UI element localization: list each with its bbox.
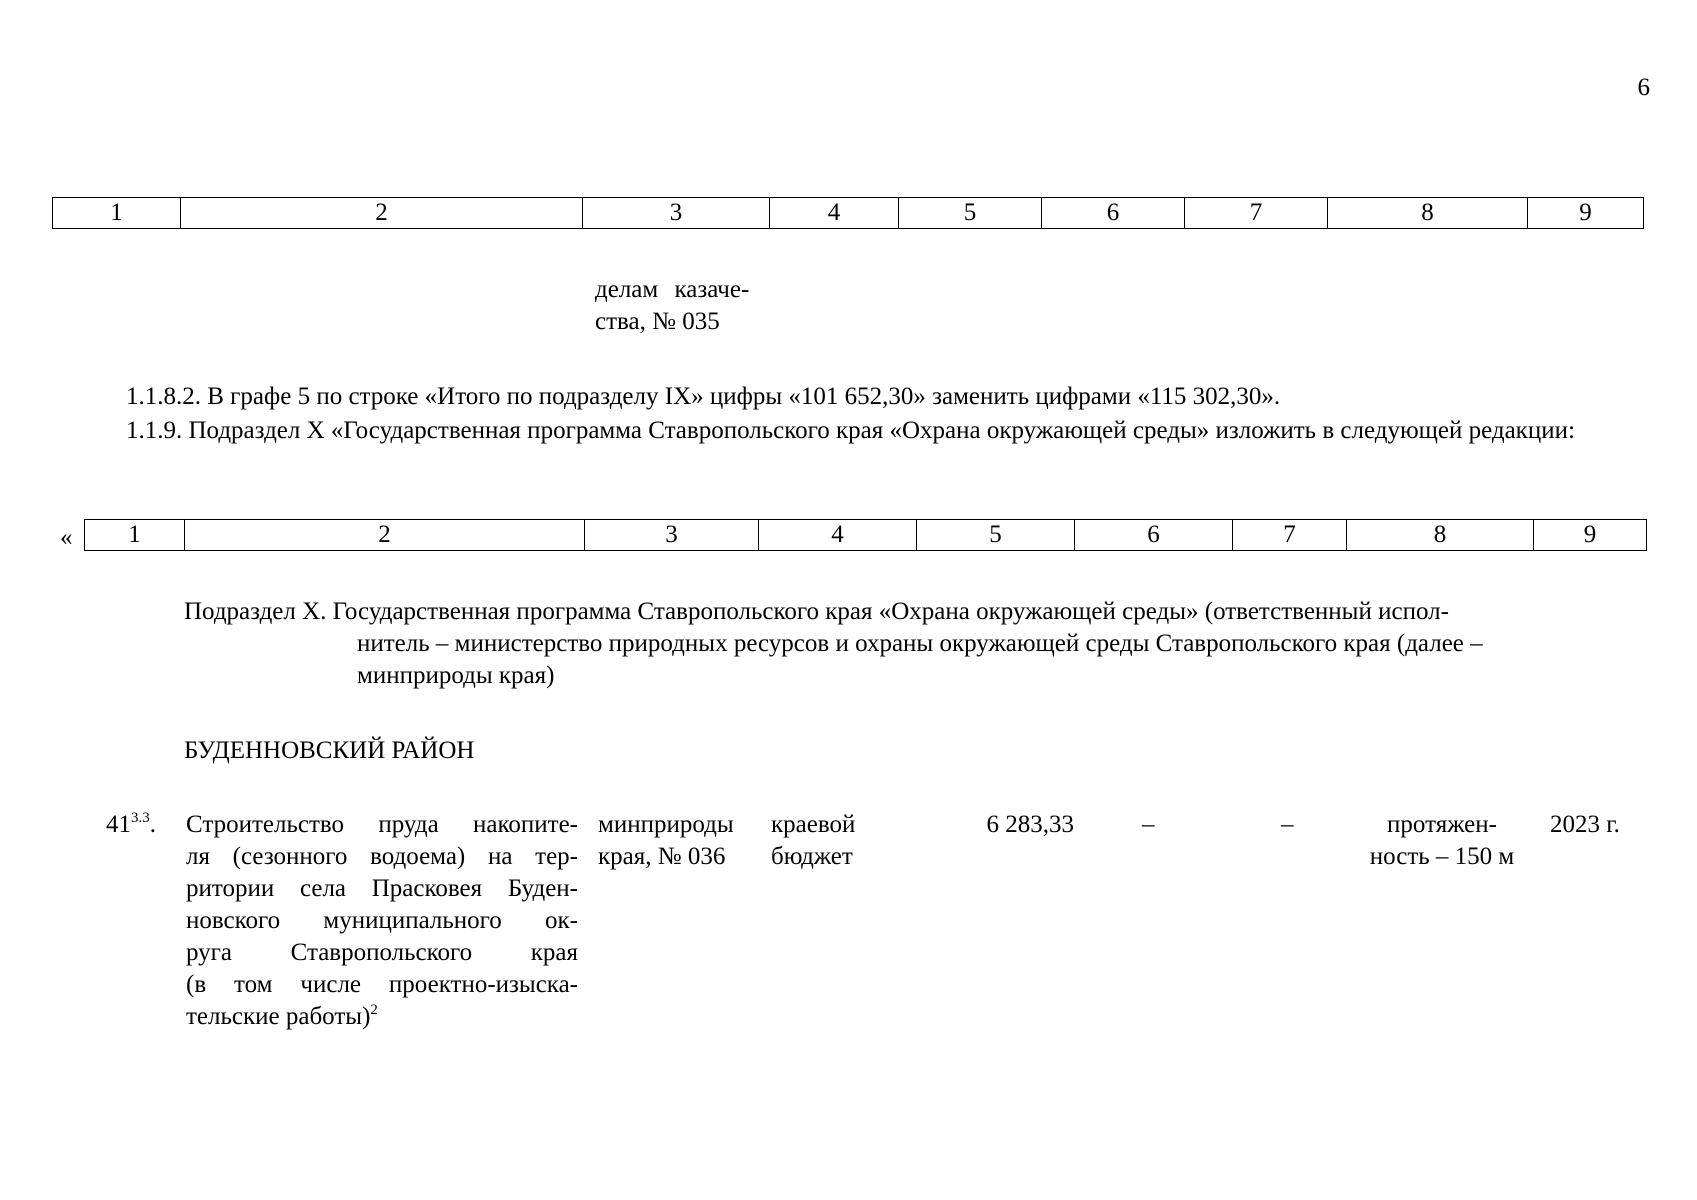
subsection-heading-line: минприроды края) (357, 662, 555, 689)
object-name-cell (186, 809, 578, 1033)
column-number-cell: 1 (85, 520, 185, 551)
text-line: ства, № 035 (595, 308, 720, 335)
amendment-paragraph: 1.1.9. Подраздел X «Государственная программа Ставропольского края «Охрана окружающей среды» изложить в следующей редакции: (126, 417, 1575, 444)
column-number-header-table (84, 519, 1647, 551)
text-line: бюджет (771, 843, 853, 870)
text-line: делам казаче- (595, 276, 750, 303)
column-number-cell: 8 (1328, 198, 1528, 229)
row-number (106, 809, 156, 841)
text-line: протяжен- (1387, 811, 1497, 838)
opening-quote: « (60, 524, 73, 551)
text-line: (в том числе проектно-изыска- (186, 971, 578, 998)
column-number-cell: 2 (185, 520, 585, 551)
subsection-heading-line: Подраздел X. Государственная программа Ставропольского края «Охрана окружающей среды» (ответственный испол- (184, 598, 1449, 625)
continued-executor-cell (595, 274, 795, 338)
result-cell (1352, 809, 1532, 873)
column-number-cell: 2 (181, 198, 583, 229)
column-number-cell: 4 (770, 198, 899, 229)
page-number: 6 (1637, 74, 1650, 101)
column-number-cell: 9 (1528, 198, 1644, 229)
row-number-suffix: . (149, 811, 156, 838)
column-number-cell: 6 (1075, 520, 1233, 551)
column-number-cell: 7 (1185, 198, 1328, 229)
text-line: ля (сезонного водоема) на тер- (186, 843, 578, 870)
row-number-main: 41 (106, 811, 131, 838)
text-line-content: тельские работы) (186, 1003, 371, 1030)
text-line: ность – 150 м (1369, 843, 1515, 870)
year-cell: 2023 г. (1550, 811, 1620, 838)
column-number-cell: 1 (53, 198, 181, 229)
column-number-cell: 9 (1534, 520, 1647, 551)
executor-cell (598, 809, 734, 873)
text-line: края, № 036 (598, 843, 726, 870)
footnote-marker: 2 (370, 1002, 378, 1018)
text-line (186, 1001, 578, 1033)
amount-cell: 6 283,33 (986, 811, 1074, 838)
column-number-cell: 5 (899, 198, 1042, 229)
text-line: Строительство пруда накопите- (186, 811, 578, 838)
column-number-cell: 3 (583, 198, 770, 229)
column-number-cell: 4 (759, 520, 917, 551)
column-number-cell: 6 (1042, 198, 1185, 229)
text-line: руга Ставропольского края (186, 939, 578, 966)
funding-source-cell (771, 809, 855, 873)
text-line: ритории села Прасковея Буден- (186, 875, 578, 902)
column-7-cell: – (1281, 811, 1294, 838)
column-number-header-table (52, 197, 1644, 229)
column-number-cell: 3 (585, 520, 759, 551)
row-number-superscript: 3.3 (131, 810, 150, 826)
district-heading: БУДЕННОВСКИЙ РАЙОН (184, 737, 475, 764)
column-number-cell: 5 (917, 520, 1075, 551)
subsection-heading-line: нитель – министерство природных ресурсов и охраны окружающей среды Ставропольского края (далее – (357, 630, 1483, 657)
text-line: краевой (771, 811, 856, 838)
column-number-cell: 8 (1347, 520, 1534, 551)
amendment-paragraph: 1.1.8.2. В графе 5 по строке «Итого по подразделу IX» цифры «101 652,30» заменить цифрами «115 302,30». (126, 383, 1281, 410)
column-number-cell: 7 (1233, 520, 1347, 551)
text-line: новского муниципального ок- (186, 907, 578, 934)
text-line: минприроды (598, 811, 734, 838)
column-6-cell: – (1142, 811, 1155, 838)
